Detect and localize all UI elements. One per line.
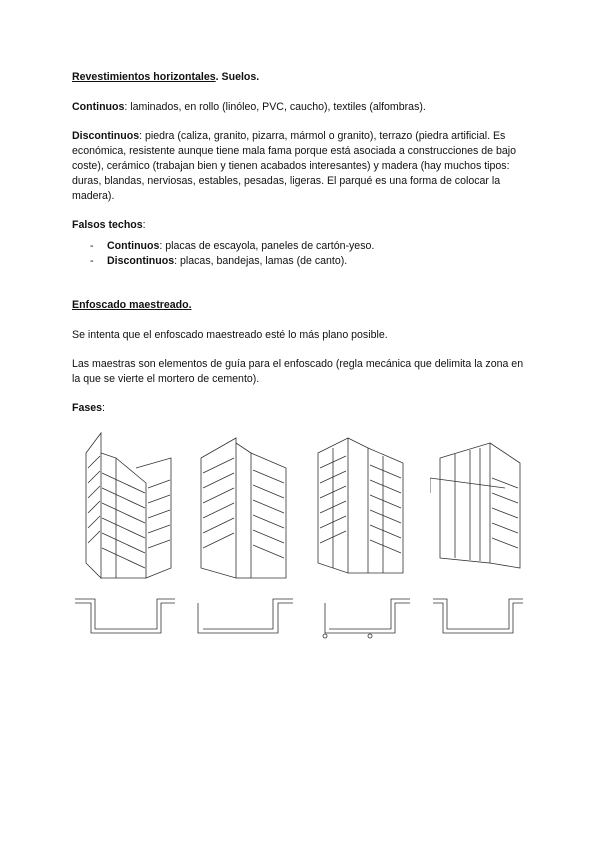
subheading-fases: Fases:: [72, 402, 105, 414]
list-item: - Continuos: placas de escayola, paneles de cartón-yeso.: [90, 240, 375, 252]
fase-4-wall-illustration: [430, 428, 530, 583]
paragraph-maestras: Las maestras son elementos de guía para el enfoscado (regla mecánica que delimita la zona en la que se vierte el mortero de cemento).: [72, 358, 524, 385]
paragraph-discontinuos: Discontinuos: piedra (caliza, granito, pizarra, mármol o granito), terrazo (piedra artificial. Es económica, resistente aunque tiene mala fama porque está asociada a construcciones de bajo coste), cerámico (trabajan bien y tienen acabados interesantes) y madera (hay muchos tipos: duras, blandas, nerviosas, estables, pesadas, ligeras. El parqué es una forma de colocar la madera).: [72, 130, 517, 202]
fase-3-wall-illustration: [313, 428, 413, 583]
fase-2-wall-illustration: [196, 428, 296, 583]
falsos-techos-list: [72, 239, 532, 268]
section-title-enfoscado: Enfoscado maestreado.: [72, 299, 192, 311]
fase-4-section-detail: [428, 595, 533, 643]
fase-3-section-detail: [310, 595, 415, 643]
fase-2-section-detail: [193, 595, 298, 643]
fases-illustrations: [68, 423, 538, 648]
paragraph-continuos: Continuos: laminados, en rollo (linóleo, PVC, caucho), textiles (alfombras).: [72, 101, 426, 113]
fase-1-wall-illustration: [76, 428, 176, 583]
fase-1-section-detail: [73, 595, 178, 643]
list-item: - Discontinuos: placas, bandejas, lamas (de canto).: [90, 254, 348, 267]
document-page: [72, 70, 532, 422]
section-title-revestimientos: Revestimientos horizontales. Suelos.: [72, 71, 260, 83]
subheading-falsos-techos: Falsos techos:: [72, 219, 146, 231]
paragraph-intro: Se intenta que el enfoscado maestreado esté lo más plano posible.: [72, 329, 388, 341]
